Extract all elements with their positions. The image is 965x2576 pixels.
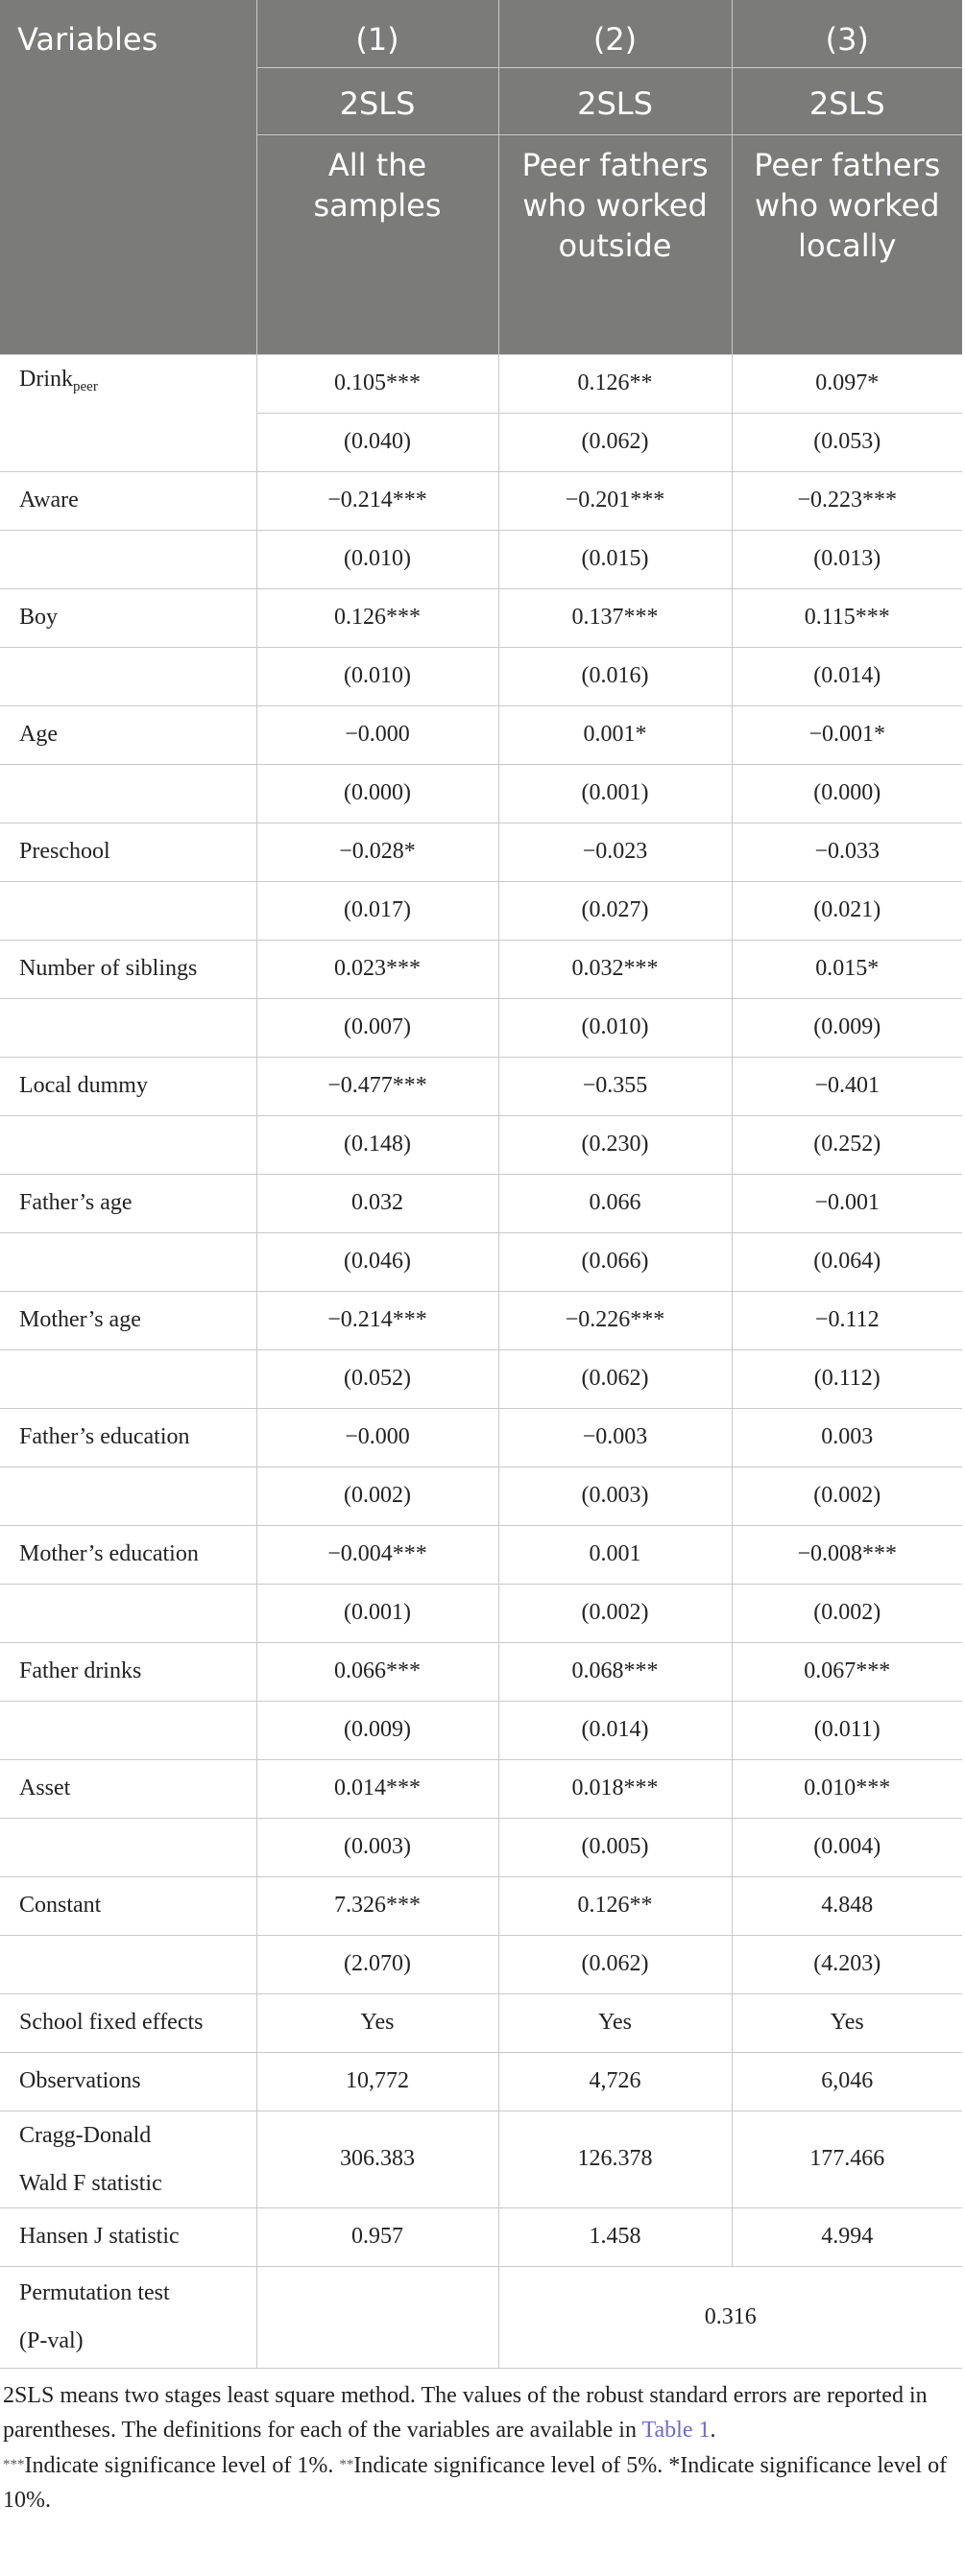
table-row: [0, 881, 962, 940]
table-row: [0, 823, 962, 881]
table-row: [0, 647, 962, 705]
table-row: [0, 764, 962, 823]
se-cell: (0.010): [256, 530, 498, 588]
se-cell: (0.013): [732, 530, 962, 588]
coef-cell: −0.355: [498, 1057, 732, 1115]
header-method-3: 2SLS: [732, 67, 962, 134]
empty-cell: [0, 1584, 256, 1642]
coef-cell: 0.126***: [256, 588, 498, 647]
table-row: [0, 1174, 962, 1232]
coef-cell: −0.214***: [256, 471, 498, 530]
table-row: [0, 354, 962, 413]
se-cell: (0.001): [498, 764, 732, 823]
se-cell: (0.062): [498, 1935, 732, 1993]
se-cell: (0.046): [256, 1232, 498, 1291]
se-cell: (0.003): [498, 1467, 732, 1525]
se-cell: (0.002): [732, 1467, 962, 1525]
row-label-line: (P-val): [19, 2328, 84, 2353]
value-cell: 4,726: [498, 2052, 732, 2111]
se-cell: (0.062): [498, 413, 732, 471]
table-row: [0, 705, 962, 764]
table-row: [0, 530, 962, 588]
table-row: [0, 588, 962, 647]
value-cell: 177.466: [732, 2111, 962, 2207]
table-row: [0, 2207, 962, 2266]
footnote-stars: **: [339, 2456, 354, 2472]
row-label: Hansen J statistic: [0, 2207, 256, 2266]
row-label: Number of siblings: [0, 940, 256, 998]
value-cell: 1.458: [498, 2207, 732, 2266]
table-row: [0, 1232, 962, 1291]
table-row: [0, 998, 962, 1057]
se-cell: (0.002): [498, 1584, 732, 1642]
se-cell: (2.070): [256, 1935, 498, 1993]
se-cell: (0.005): [498, 1818, 732, 1876]
se-cell: (0.015): [498, 530, 732, 588]
table-row: [0, 1291, 962, 1349]
table-row: [0, 1525, 962, 1584]
table-row: [0, 2052, 962, 2111]
coef-cell: −0.223***: [732, 471, 962, 530]
coef-cell: 0.068***: [498, 1642, 732, 1701]
table-row: [0, 1467, 962, 1525]
se-cell: (0.003): [256, 1818, 498, 1876]
coef-cell: −0.000: [256, 1408, 498, 1467]
value-cell: 4.994: [732, 2207, 962, 2266]
row-label: [0, 354, 256, 471]
value-cell: 306.383: [256, 2111, 498, 2207]
row-label: Local dummy: [0, 1057, 256, 1115]
se-cell: (0.011): [732, 1701, 962, 1759]
se-cell: (0.052): [256, 1349, 498, 1408]
table-1-link[interactable]: Table 1: [641, 2417, 711, 2443]
table-row: [0, 471, 962, 530]
empty-cell: [0, 1467, 256, 1525]
coef-cell: 0.014***: [256, 1759, 498, 1818]
table-footnote: [0, 2369, 962, 2517]
row-label: Boy: [0, 588, 256, 647]
coef-cell: 0.010***: [732, 1759, 962, 1818]
value-cell: Yes: [732, 1993, 962, 2052]
value-cell: Yes: [256, 1993, 498, 2052]
row-label: Father’s age: [0, 1174, 256, 1232]
empty-cell: [0, 1232, 256, 1291]
value-cell: 126.378: [498, 2111, 732, 2207]
row-label: [0, 2266, 256, 2368]
header-variables: Variables: [0, 0, 256, 354]
table-row: [0, 940, 962, 998]
se-cell: (0.017): [256, 881, 498, 940]
table-row: [0, 1701, 962, 1759]
coef-cell: 0.067***: [732, 1642, 962, 1701]
table-row: [0, 1818, 962, 1876]
se-cell: (0.112): [732, 1349, 962, 1408]
empty-cell: [0, 1818, 256, 1876]
se-cell: (0.066): [498, 1232, 732, 1291]
footnote-text: Indicate significance level of 1%.: [24, 2452, 340, 2478]
se-cell: (0.009): [256, 1701, 498, 1759]
se-cell: (0.010): [498, 998, 732, 1057]
coef-cell: 0.066: [498, 1174, 732, 1232]
se-cell: (0.004): [732, 1818, 962, 1876]
value-cell: 10,772: [256, 2052, 498, 2111]
value-cell: Yes: [498, 1993, 732, 2052]
se-cell: (0.021): [732, 881, 962, 940]
footnote-stars: ***: [3, 2456, 25, 2472]
header-sample-2: Peer fathers who worked outside: [498, 134, 732, 354]
se-cell: (0.014): [498, 1701, 732, 1759]
row-label: Father drinks: [0, 1642, 256, 1701]
coef-cell: −0.226***: [498, 1291, 732, 1349]
coef-cell: 7.326***: [256, 1876, 498, 1935]
se-cell: (0.000): [732, 764, 962, 823]
se-cell: (0.148): [256, 1115, 498, 1174]
empty-cell: [0, 530, 256, 588]
coef-cell: 0.018***: [498, 1759, 732, 1818]
row-label-subscript: peer: [73, 378, 98, 394]
row-label: School fixed effects: [0, 1993, 256, 2052]
se-cell: (0.014): [732, 647, 962, 705]
row-label: Mother’s age: [0, 1291, 256, 1349]
coef-cell: −0.008***: [732, 1525, 962, 1584]
row-label: [0, 2111, 256, 2207]
header-sample-3: Peer fathers who worked locally: [732, 134, 962, 354]
empty-cell: [0, 1935, 256, 1993]
coef-cell: −0.112: [732, 1291, 962, 1349]
value-cell: 0.957: [256, 2207, 498, 2266]
empty-cell: [0, 998, 256, 1057]
coef-cell: −0.401: [732, 1057, 962, 1115]
se-cell: (0.027): [498, 881, 732, 940]
header-method-2: 2SLS: [498, 67, 732, 134]
coef-cell: 0.001*: [498, 705, 732, 764]
row-label: Mother’s education: [0, 1525, 256, 1584]
row-label-text: Drink: [19, 366, 73, 392]
table-row: [0, 1408, 962, 1467]
se-cell: (0.016): [498, 647, 732, 705]
empty-cell: [0, 647, 256, 705]
table-row: [0, 2266, 962, 2368]
coef-cell: −0.000: [256, 705, 498, 764]
coef-cell: 0.001: [498, 1525, 732, 1584]
se-cell: (0.252): [732, 1115, 962, 1174]
coef-cell: −0.028*: [256, 823, 498, 881]
table-footer-rows: [0, 1993, 962, 2368]
coef-cell: −0.201***: [498, 471, 732, 530]
header-sample-1: All the samples: [256, 134, 498, 354]
empty-cell: [0, 881, 256, 940]
se-cell: (0.230): [498, 1115, 732, 1174]
coef-cell: 0.097*: [732, 354, 962, 413]
table-row: [0, 1642, 962, 1701]
coef-cell: 0.126**: [498, 354, 732, 413]
coef-cell: −0.001*: [732, 705, 962, 764]
empty-cell: [0, 764, 256, 823]
header-col-2: (2): [498, 0, 732, 67]
row-label: Observations: [0, 2052, 256, 2111]
table-row: [0, 1935, 962, 1993]
footnote-text: 2SLS means two stages least square method. The values of the robust standard errors are reported in parentheses. The definitions for each of the variables are available in: [3, 2382, 928, 2443]
row-label: Father’s education: [0, 1408, 256, 1467]
coef-cell: 0.015*: [732, 940, 962, 998]
se-cell: (0.064): [732, 1232, 962, 1291]
se-cell: (0.053): [732, 413, 962, 471]
coef-cell: −0.214***: [256, 1291, 498, 1349]
se-cell: (4.203): [732, 1935, 962, 1993]
table-row: [0, 1115, 962, 1174]
table-row: [0, 2111, 962, 2207]
row-label: Asset: [0, 1759, 256, 1818]
coef-cell: 0.105***: [256, 354, 498, 413]
se-cell: (0.007): [256, 998, 498, 1057]
se-cell: (0.062): [498, 1349, 732, 1408]
table-body: [0, 354, 962, 1993]
coef-cell: 0.066***: [256, 1642, 498, 1701]
coef-cell: −0.004***: [256, 1525, 498, 1584]
se-cell: (0.002): [256, 1467, 498, 1525]
row-label: Preschool: [0, 823, 256, 881]
footnote-text: Indicate significance level of 5%. *Indicate significance level of 10%.: [3, 2452, 948, 2513]
row-label-line: Cragg-Donald: [19, 2122, 152, 2148]
table-row: [0, 1057, 962, 1115]
row-label: Constant: [0, 1876, 256, 1935]
se-cell: (0.000): [256, 764, 498, 823]
coef-cell: 0.126**: [498, 1876, 732, 1935]
empty-cell: [0, 1701, 256, 1759]
row-label-line: Wald F statistic: [19, 2170, 162, 2196]
coef-cell: 0.137***: [498, 588, 732, 647]
row-label: Aware: [0, 471, 256, 530]
empty-cell: [0, 1349, 256, 1408]
header-col-3: (3): [732, 0, 962, 67]
coef-cell: 0.115***: [732, 588, 962, 647]
header-col-1: (1): [256, 0, 498, 67]
coef-cell: 0.023***: [256, 940, 498, 998]
coef-cell: −0.033: [732, 823, 962, 881]
table-row: [0, 1759, 962, 1818]
table-row: [0, 1993, 962, 2052]
coef-cell: 0.003: [732, 1408, 962, 1467]
footnote-text: .: [710, 2417, 716, 2443]
value-cell: 6,046: [732, 2052, 962, 2111]
se-cell: (0.001): [256, 1584, 498, 1642]
se-cell: (0.010): [256, 647, 498, 705]
empty-cell: [256, 2266, 498, 2368]
table-row: [0, 1876, 962, 1935]
coef-cell: −0.001: [732, 1174, 962, 1232]
table-row: [0, 1349, 962, 1408]
coef-cell: 0.032: [256, 1174, 498, 1232]
empty-cell: [0, 1115, 256, 1174]
coef-cell: −0.477***: [256, 1057, 498, 1115]
header-method-1: 2SLS: [256, 67, 498, 134]
coef-cell: 4.848: [732, 1876, 962, 1935]
coef-cell: −0.023: [498, 823, 732, 881]
coef-cell: 0.032***: [498, 940, 732, 998]
se-cell: (0.040): [256, 413, 498, 471]
table-header: [0, 0, 962, 354]
row-label-line: Permutation test: [19, 2280, 170, 2305]
se-cell: (0.009): [732, 998, 962, 1057]
row-label: Age: [0, 705, 256, 764]
value-cell: 0.316: [498, 2266, 962, 2368]
coef-cell: −0.003: [498, 1408, 732, 1467]
se-cell: (0.002): [732, 1584, 962, 1642]
table-row: [0, 1584, 962, 1642]
